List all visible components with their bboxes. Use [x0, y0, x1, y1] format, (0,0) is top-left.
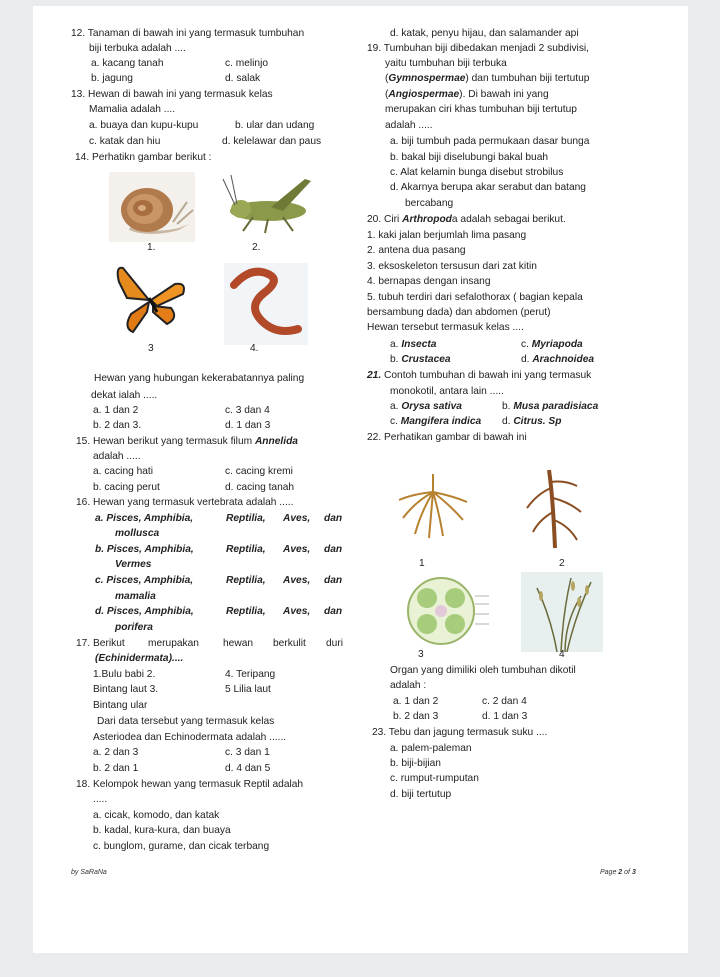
- q21-option-c: c. Mangifera indica: [390, 416, 482, 427]
- q23-line1: 23. Tebu dan jagung termasuk suku ....: [372, 727, 548, 738]
- q16-option-c-word3: Aves,: [283, 575, 311, 586]
- q20-item-3: 3. eksoskeleton tersusun dari zat kitin: [367, 261, 537, 272]
- q19-option-c: c. Alat kelamin bunga disebut strobilus: [390, 167, 564, 178]
- taproot-image: [519, 468, 591, 552]
- q14-option-d: d. 1 dan 3: [225, 420, 271, 431]
- q16-option-b: b. Pisces, Amphibia,: [95, 544, 194, 555]
- q13-line1: 13. Hewan di bawah ini yang termasuk kelas: [71, 89, 273, 100]
- q23-option-d: d. biji tertutup: [390, 789, 452, 800]
- q19-option-d: d. Akarnya berupa akar serabut dan batang: [390, 182, 586, 193]
- q14-option-a: a. 1 dan 2: [93, 405, 139, 416]
- q16-option-c-word5: mamalia: [115, 591, 156, 602]
- q16-option-a-word3: Aves,: [283, 513, 311, 524]
- q20-item-5-line2: bersambung dada) dan abdomen (perut): [367, 307, 551, 318]
- q20-item-1: 1. kaki jalan berjumlah lima pasang: [367, 230, 527, 241]
- q15-option-d: d. cacing tanah: [225, 482, 295, 493]
- q21-option-d: d. Citrus. Sp: [502, 416, 562, 427]
- q16-line1: 16. Hewan yang termasuk vertebrata adalah .....: [76, 497, 294, 508]
- q12-line1: 12. Tanaman di bawah ini yang termasuk tumbuhan: [71, 28, 305, 39]
- q17-option-c: c. 3 dan 1: [225, 747, 270, 758]
- exam-page: [33, 6, 688, 953]
- q17-question-line2: Asteriodea dan Echinodermata adalah ......: [93, 732, 287, 743]
- q20-option-d: d. Arachnoidea: [521, 354, 595, 365]
- q17-line1-word2: merupakan: [148, 638, 199, 649]
- q17-item-3: Bintang ular: [93, 700, 148, 711]
- q16-option-d-word2: Reptilia,: [226, 606, 266, 617]
- q20-item-5: 5. tubuh terdiri dari sefalothorax ( bagian kepala: [367, 292, 583, 303]
- rice-plant-image: [521, 572, 603, 652]
- q22-option-b: b. 2 dan 3: [393, 711, 439, 722]
- snail-image: [109, 172, 195, 242]
- q16-option-a: a. Pisces, Amphibia,: [95, 513, 194, 524]
- q20-option-a: a. Insecta: [390, 339, 437, 350]
- q14-image-label-4: 4.: [250, 343, 259, 354]
- q22-question-line1: Organ yang dimiliki oleh tumbuhan dikotil: [390, 665, 576, 676]
- q16-option-c-word4: dan: [324, 575, 343, 586]
- q12-option-d: d. salak: [225, 73, 261, 84]
- q19-line2: yaitu tumbuhan biji terbuka: [385, 58, 507, 69]
- q14-question-line1: Hewan yang hubungan kekerabatannya paling: [94, 373, 305, 384]
- q22-option-a: a. 1 dan 2: [393, 696, 439, 707]
- q13-option-d: d. kelelawar dan paus: [222, 136, 322, 147]
- q20-option-b: b. Crustacea: [390, 354, 451, 365]
- q19-line1: 19. Tumbuhan biji dibedakan menjadi 2 subdivisi,: [367, 43, 590, 54]
- q15-option-b: b. cacing perut: [93, 482, 160, 493]
- q16-option-b-word4: dan: [324, 544, 343, 555]
- q14-option-c: c. 3 dan 4: [225, 405, 270, 416]
- q23-option-c: c. rumput-rumputan: [390, 773, 479, 784]
- q19-option-d-line2: bercabang: [405, 198, 454, 209]
- q17-option-d: d. 4 dan 5: [225, 763, 271, 774]
- q15-line2: adalah .....: [93, 451, 141, 462]
- q17-option-b: b. 2 dan 1: [93, 763, 139, 774]
- q16-option-a-word2: Reptilia,: [226, 513, 266, 524]
- q19-line4: (Angiospermae). Di bawah ini yang: [385, 89, 549, 100]
- q19-option-b: b. bakal biji diselubungi bakal buah: [390, 152, 549, 163]
- q16-option-a-word5: mollusca: [115, 528, 160, 539]
- footer-author: by SaRaNa: [71, 869, 107, 876]
- q13-option-b: b. ular dan udang: [235, 120, 315, 131]
- earthworm-image: [224, 263, 308, 345]
- q15-option-c: c. cacing kremi: [225, 466, 293, 477]
- q20-line1: 20. Ciri Arthropoda adalah sebagai berikut.: [367, 214, 566, 225]
- q18-line1: 18. Kelompok hewan yang termasuk Reptil adalah: [76, 779, 304, 790]
- q21-option-a: a. Orysa sativa: [390, 401, 462, 412]
- q17-line1-word4: berkulit: [273, 638, 306, 649]
- q17-item-5: 5 Lilia laut: [225, 684, 271, 695]
- q17-option-a: a. 2 dan 3: [93, 747, 139, 758]
- q22-image-label-1: 1: [419, 558, 425, 569]
- q12-option-b: b. jagung: [91, 73, 133, 84]
- q21-option-b: b. Musa paradisiaca: [502, 401, 599, 412]
- q13-option-a: a. buaya dan kupu-kupu: [89, 120, 199, 131]
- q13-option-c: c. katak dan hiu: [89, 136, 161, 147]
- q22-option-c: c. 2 dan 4: [482, 696, 527, 707]
- q20-option-c: c. Myriapoda: [521, 339, 583, 350]
- q14-image-label-3: 3: [148, 343, 154, 354]
- q19-line6: adalah .....: [385, 120, 433, 131]
- q13-option-d-continued: d. katak, penyu hijau, dan salamander api: [390, 28, 579, 39]
- q17-line1-word3: hewan: [223, 638, 254, 649]
- q19-line3: (Gymnospermae) dan tumbuhan biji tertutup: [385, 73, 590, 84]
- q14-line1: 14. Perhatikn gambar berikut :: [75, 152, 212, 163]
- q12-line2: biji terbuka adalah ....: [89, 43, 186, 54]
- q16-option-d: d. Pisces, Amphibia,: [95, 606, 194, 617]
- q16-option-d-word3: Aves,: [283, 606, 311, 617]
- grasshopper-image: [213, 169, 329, 239]
- q17-line1-word1: 17. Berikut: [76, 638, 125, 649]
- q17-item-1: 1.Bulu babi 2.: [93, 669, 156, 680]
- q22-image-label-4: 4: [559, 649, 565, 660]
- q16-option-c: c. Pisces, Amphibia,: [95, 575, 194, 586]
- q23-option-a: a. palem-paleman: [390, 743, 472, 754]
- q19-option-a: a. biji tumbuh pada permukaan dasar bunga: [390, 136, 590, 147]
- q16-option-a-word4: dan: [324, 513, 343, 524]
- q17-line2: (Echinidermata)....: [95, 653, 184, 664]
- q17-line1-word5: duri: [326, 638, 343, 649]
- fibrous-root-image: [395, 472, 471, 542]
- q15-line1: 15. Hewan berikut yang termasuk filum Annelida: [76, 436, 298, 447]
- q22-image-label-3: 3: [418, 649, 424, 660]
- q14-option-b: b. 2 dan 3.: [93, 420, 142, 431]
- q18-option-c: c. bunglom, gurame, dan cicak terbang: [93, 841, 270, 852]
- q23-option-b: b. biji-bijian: [390, 758, 441, 769]
- q17-question-line1: Dari data tersebut yang termasuk kelas: [97, 716, 275, 727]
- q22-image-label-2: 2: [559, 558, 565, 569]
- q14-image-label-1: 1.: [147, 242, 156, 253]
- q21-line2: monokotil, antara lain .....: [390, 386, 504, 397]
- q17-item-4: 4. Teripang: [225, 669, 276, 680]
- q20-item-2: 2. antena dua pasang: [367, 245, 466, 256]
- q15-option-a: a. cacing hati: [93, 466, 154, 477]
- q13-line2: Mamalia adalah ....: [89, 104, 176, 115]
- stem-cross-section-image: [401, 574, 493, 648]
- q17-item-2: Bintang laut 3.: [93, 684, 159, 695]
- q18-option-a: a. cicak, komodo, dan katak: [93, 810, 220, 821]
- q16-option-b-word3: Aves,: [283, 544, 311, 555]
- q14-question-line2: dekat ialah .....: [91, 390, 158, 401]
- q16-option-d-word4: dan: [324, 606, 343, 617]
- q20-question: Hewan tersebut termasuk kelas ....: [367, 322, 524, 333]
- butterfly-image: [113, 262, 189, 338]
- q22-option-d: d. 1 dan 3: [482, 711, 528, 722]
- q21-line1: 21. Contoh tumbuhan di bawah ini yang termasuk: [367, 370, 592, 381]
- q22-line1: 22. Perhatikan gambar di bawah ini: [367, 432, 527, 443]
- q20-item-4: 4. bernapas dengan insang: [367, 276, 491, 287]
- q18-option-b: b. kadal, kura-kura, dan buaya: [93, 825, 231, 836]
- q22-question-line2: adalah :: [390, 680, 427, 691]
- q18-line2: .....: [93, 794, 108, 805]
- q12-option-c: c. melinjo: [225, 58, 269, 69]
- q16-option-b-word2: Reptilia,: [226, 544, 266, 555]
- q12-option-a: a. kacang tanah: [91, 58, 164, 69]
- q16-option-b-word5: Vermes: [115, 559, 152, 570]
- q16-option-c-word2: Reptilia,: [226, 575, 266, 586]
- footer-page-number: Page 2 of 3: [600, 869, 636, 876]
- q14-image-label-2: 2.: [252, 242, 261, 253]
- q16-option-d-word5: porifera: [115, 622, 153, 633]
- q19-line5: merupakan ciri khas tumbuhan biji tertutup: [385, 104, 577, 115]
